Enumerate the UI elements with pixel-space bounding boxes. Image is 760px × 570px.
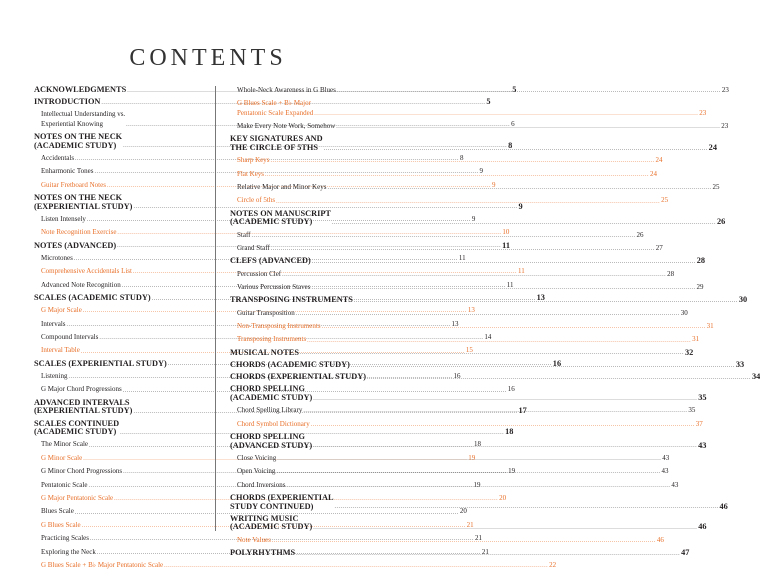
toc-entry-title	[34, 242, 116, 251]
dot-leader	[336, 123, 720, 131]
toc-entry-title-line: Advanced Note Recognition	[41, 280, 121, 289]
toc-page-number: 5	[486, 97, 491, 107]
toc-entry-title-line: Chord Spelling Library	[237, 406, 303, 415]
dot-leader	[313, 395, 697, 403]
toc-entry	[34, 561, 557, 570]
toc-page-number: 13	[536, 293, 545, 302]
dot-leader	[276, 198, 660, 206]
toc-page-number: 18	[505, 427, 514, 437]
toc-page-number: 43	[661, 467, 669, 476]
toc-entry-title-line: Relative Major and Minor Keys	[237, 183, 327, 191]
toc-page-number: 23	[699, 108, 707, 117]
toc-entry-title-line: Sharp Keys	[237, 156, 270, 165]
toc-entry-title-line: Percussion Clef	[237, 269, 282, 278]
dot-leader	[327, 184, 711, 192]
toc-entry-title-line: MUSICAL NOTES	[230, 347, 299, 357]
toc-page-number: 37	[695, 419, 703, 428]
toc-entry-title	[230, 373, 366, 382]
dot-leader	[296, 310, 680, 318]
toc-entry	[230, 99, 707, 117]
toc-entry-title-line: Chord Inversions	[237, 480, 286, 489]
toc-page-number: 9	[491, 180, 496, 189]
toc-entry-title-line: Enharmonic Tones	[41, 167, 94, 176]
toc-page-number: 35	[698, 392, 707, 402]
toc-entry-title	[230, 135, 323, 152]
toc-entry-title-line: CLEFS (ADVANCED)	[230, 256, 311, 266]
toc-entry-title	[34, 306, 82, 315]
toc-entry-title	[230, 210, 331, 227]
toc-entry-title-line: Non-Transposing Instruments	[237, 322, 321, 330]
toc-entry-title	[34, 440, 88, 449]
toc-page-number: 47	[681, 548, 690, 557]
toc-entry-title	[230, 361, 350, 370]
toc-entry-title-line: INTRODUCTION	[34, 97, 101, 107]
toc-entry-title	[34, 215, 86, 224]
toc-entry-title-line: The Minor Scale	[41, 440, 89, 449]
toc-entry-title-line: (EXPERIENTIAL STUDY)	[34, 201, 133, 211]
toc-entry-title	[230, 231, 250, 240]
toc-entry-title-line: NOTES (ADVANCED)	[34, 240, 117, 250]
dot-leader	[276, 468, 660, 476]
dot-leader	[322, 323, 706, 331]
toc-entry-title	[230, 454, 276, 463]
dot-leader	[332, 219, 716, 227]
toc-page-number: 16	[552, 358, 562, 368]
toc-page-number: 8	[508, 140, 513, 150]
toc-entry-title-line: TRANSPOSING INSTRUMENTS	[230, 295, 353, 305]
toc-entry-title-line: (ACADEMIC STUDY)	[230, 392, 313, 402]
toc-entry-title-line: Listening	[41, 372, 68, 380]
toc-page-number: 20	[499, 494, 507, 502]
dot-leader	[367, 374, 751, 382]
dot-leader	[324, 145, 708, 153]
toc-page-number: 16	[507, 385, 515, 394]
toc-entry-title	[34, 385, 122, 394]
toc-entry-title-line: Make Every Note Work, Somehow	[237, 122, 336, 130]
toc-entry-title	[230, 406, 302, 415]
toc-page-number: 26	[716, 217, 726, 227]
toc-entry-title	[230, 270, 281, 279]
toc-page-number: 33	[735, 360, 745, 369]
toc-entry-title	[34, 521, 81, 530]
toc-entry-title	[230, 309, 295, 318]
toc-entry-title-line: SCALES (EXPERIENTIAL STUDY)	[34, 358, 167, 368]
toc-entry-title-line: Pentatonic Scale	[41, 480, 88, 489]
toc-entry-title-line: Experiential Knowing	[41, 119, 104, 128]
toc-entry-title	[34, 399, 132, 416]
toc-entry-title-line: Open Voicing	[237, 467, 276, 476]
toc-page-number: 11	[458, 253, 466, 262]
toc-page-number: 13	[451, 319, 459, 328]
toc-entry-title-line: Practicing Scales	[41, 534, 90, 543]
toc-entry-title-line: Blues Scale	[41, 507, 74, 516]
toc-page-number: 25	[661, 196, 669, 205]
toc-entry-title-line: (EXPERIENTIAL STUDY)	[34, 406, 133, 416]
toc-entry-title-line: NOTES ON THE NECK	[34, 193, 123, 202]
toc-entry-title-line: SCALES CONTINUED	[34, 418, 120, 428]
toc-entry-title-line: THE CIRCLE OF 5THS	[230, 142, 318, 152]
toc-page-number: 22	[549, 561, 557, 569]
toc-entry-title-line: G Minor Chord Progressions	[41, 467, 123, 476]
toc-page-number: 26	[636, 230, 644, 239]
toc-entry-title-line: Exploring the Neck	[41, 547, 96, 556]
dot-leader	[351, 358, 735, 370]
toc-page-number: 28	[667, 269, 675, 278]
toc-entry-title	[230, 296, 353, 305]
toc-page-number: 43	[671, 480, 679, 489]
dot-leader	[164, 562, 548, 570]
toc-entry-title	[230, 494, 334, 511]
toc-page-number: 24	[650, 169, 658, 178]
toc-entry-title-line: Interval Table	[41, 346, 80, 355]
toc-page-number: 24	[655, 156, 663, 165]
toc-entry-title-line: STUDY CONTINUED)	[230, 501, 314, 511]
dot-leader	[354, 297, 738, 305]
toc-entry-title	[34, 267, 132, 276]
toc-entry-title	[34, 346, 80, 355]
toc-entry-title-line: CHORDS (EXPERIENTIAL	[230, 493, 334, 502]
toc-entry-title-line: Compound Intervals	[41, 333, 99, 341]
dot-leader	[312, 284, 696, 292]
toc-page-number: 20	[459, 507, 467, 516]
toc-entry-title	[34, 467, 122, 476]
toc-page-number: 9	[518, 201, 523, 211]
toc-entry-title-line: Close Voicing	[237, 453, 277, 462]
toc-entry-title	[34, 254, 73, 263]
toc-entry	[230, 419, 703, 429]
toc-entry-title	[34, 372, 67, 381]
toc-page-number: 9	[471, 214, 476, 223]
dot-leader	[286, 482, 670, 490]
dot-leader	[335, 503, 719, 511]
toc-entry-title	[230, 322, 321, 331]
toc-entry-title-line: G Blues Scale + B♭ Major Pentatonic Scale	[41, 561, 164, 569]
toc-entry-title-line: ACKNOWLEDGMENTS	[34, 85, 127, 94]
toc-page-number: 27	[655, 244, 663, 252]
dot-leader	[272, 537, 656, 545]
toc-entry-title-line: Flat Keys	[237, 169, 265, 178]
toc-page-number: 5	[512, 85, 517, 94]
toc-entry-title	[34, 507, 74, 516]
dot-leader	[314, 110, 698, 118]
toc-entry-title	[230, 257, 311, 266]
toc-page-number: 19	[473, 480, 481, 489]
toc-entry-title-line: WRITING MUSIC	[230, 513, 299, 523]
toc-entry-title	[34, 494, 113, 503]
toc-entry-title	[34, 281, 121, 290]
toc-section-heading	[230, 134, 717, 152]
toc-entry-title	[34, 481, 87, 490]
toc-entry-title	[230, 86, 336, 95]
toc-page-number: 31	[692, 335, 700, 344]
toc-entry	[230, 122, 729, 131]
toc-entry-title	[230, 549, 295, 558]
toc-entry-title	[230, 515, 312, 532]
toc-page-number: 46	[698, 522, 707, 532]
toc-entry-title-line: G Major Scale	[41, 306, 82, 315]
toc-entry-title-line: Guitar Fretboard Notes	[41, 180, 106, 189]
toc-entry-title-line: SCALES (ACADEMIC STUDY)	[34, 293, 151, 302]
toc-page-number: 11	[506, 280, 514, 289]
toc-entry	[230, 169, 658, 179]
toc-entry-title-line: KEY SIGNATURES AND	[230, 134, 323, 144]
toc-entry-title-line: ADVANCED INTERVALS	[34, 397, 130, 407]
toc-entry-title	[34, 98, 100, 107]
toc-page-number: 9	[479, 167, 483, 176]
toc-page-number: 28	[696, 256, 706, 266]
toc-entry-title	[34, 420, 119, 437]
dot-leader	[277, 455, 661, 463]
toc-page-number: 19	[468, 453, 476, 462]
toc-section-heading	[230, 208, 726, 227]
toc-entry-title-line: G Blues Scale + B♭ Major	[237, 99, 311, 108]
toc-entry	[230, 183, 720, 192]
toc-page-number: 16	[453, 372, 461, 380]
toc-page-number: 32	[684, 347, 694, 357]
toc-entry-title-line: CHORDS (EXPERIENTIAL STUDY)	[230, 372, 366, 382]
toc-entry-title	[34, 333, 98, 342]
dot-leader	[307, 337, 691, 345]
toc-entry-title-line: (ACADEMIC STUDY)	[230, 522, 313, 532]
toc-entry-title-line: Grand Staff	[237, 244, 270, 252]
toc-page-number: 43	[698, 440, 707, 450]
toc-entry-title	[230, 196, 275, 205]
toc-page-number: 10	[502, 228, 510, 237]
toc-entry-title	[34, 320, 66, 329]
toc-entry-title-line: Intervals	[41, 319, 66, 328]
dot-leader	[265, 171, 649, 179]
dot-leader	[337, 87, 721, 95]
toc-entry-title-line: G Minor Scale	[41, 453, 83, 462]
toc-entry-title-line: Accidentals	[41, 153, 75, 162]
toc-entry-title-line: NOTES ON THE NECK	[34, 132, 123, 141]
toc-entry-title	[230, 420, 310, 429]
toc-page-number: 13	[467, 306, 475, 315]
toc-entry-title	[230, 283, 311, 292]
toc-page-number: 23	[721, 86, 729, 94]
toc-entry-title-line: CHORD SPELLING	[230, 432, 305, 441]
toc-page-number: 23	[721, 122, 729, 130]
toc-entry	[230, 156, 663, 165]
toc-entry	[230, 196, 669, 205]
dot-leader	[282, 271, 666, 279]
toc-entry-title	[230, 156, 269, 165]
toc-entry-title	[230, 335, 306, 344]
toc-entry-title	[34, 133, 122, 150]
toc-entry-title-line: (ACADEMIC STUDY)	[230, 217, 313, 227]
toc-entry-title	[230, 244, 270, 253]
dot-leader	[300, 349, 684, 357]
dot-leader	[270, 157, 654, 165]
toc-entry-title-line: CHORDS (ACADEMIC STUDY)	[230, 360, 350, 369]
toc-entry-title-line: CHORD SPELLING	[230, 384, 305, 394]
toc-entry-title	[34, 294, 151, 303]
toc-entry-title-line: Pentatonic Scale Expanded	[237, 108, 314, 117]
toc-entry-title-line: Staff	[237, 230, 251, 239]
dot-leader	[313, 524, 697, 532]
toc-entry-title	[230, 481, 285, 490]
toc-page-number: 8	[460, 153, 464, 162]
toc-entry-title	[230, 433, 312, 450]
toc-entry-title	[34, 110, 125, 128]
toc-entry-title	[34, 360, 167, 369]
toc-page-number: 21	[481, 547, 489, 556]
toc-page-number: 35	[688, 406, 696, 415]
toc-page-number: 18	[474, 440, 482, 449]
toc-page-number: 21	[466, 520, 474, 529]
toc-page-number: 30	[738, 295, 748, 305]
toc-entry-title-line: Note Recognition Exercise	[41, 228, 117, 237]
toc-entry-title-line: Transposing Instruments	[237, 335, 307, 344]
dot-leader	[303, 407, 687, 415]
toc-entry-title-line: Guitar Transposition	[237, 308, 295, 317]
toc-entry-title-line: NOTES ON MANUSCRIPT	[230, 208, 331, 218]
toc-entry-title	[230, 99, 313, 117]
toc-entry-title-line: (ADVANCED STUDY)	[230, 440, 313, 450]
toc-page-number: 17	[518, 406, 527, 416]
toc-entry-title-line: Microtones	[41, 253, 73, 262]
toc-entry-title	[230, 385, 312, 402]
toc-entry-title	[34, 228, 116, 237]
toc-page-number: 25	[712, 183, 720, 191]
toc-page-number: 46	[656, 535, 664, 544]
toc-entry-title-line: Chord Symbol Dictionary	[237, 419, 310, 428]
toc-page-number: 34	[752, 372, 760, 382]
toc-entry-title-line: G Major Chord Progressions	[41, 385, 122, 394]
toc-entry-title-line: (ACADEMIC STUDY)	[34, 140, 117, 150]
toc-entry-title	[230, 467, 275, 476]
toc-entry-title	[34, 548, 96, 557]
toc-page-number: 21	[475, 534, 483, 543]
dot-leader	[251, 232, 635, 240]
toc-entry-title-line: Listen Intensely	[41, 214, 86, 223]
dot-leader	[313, 442, 697, 450]
toc-entry-title	[34, 167, 93, 176]
toc-page-number: 24	[708, 142, 717, 152]
toc-entry-title-line: POLYRHYTHMS	[230, 548, 296, 557]
toc-entry-title	[230, 183, 326, 192]
toc-page-number: 11	[517, 267, 525, 276]
page-title: CONTENTS	[129, 45, 287, 71]
column-divider	[215, 86, 216, 531]
dot-leader	[296, 547, 680, 558]
toc-entry-title-line: Circle of 5ths	[237, 196, 276, 205]
toc-entry-title-line: Whole-Neck Awareness in G Blues	[237, 86, 336, 94]
toc-entry-title-line: Various Percussion Staves	[237, 283, 311, 291]
toc-entry-title	[34, 86, 126, 95]
toc-entry-title	[34, 194, 132, 211]
toc-page-number: 11	[502, 240, 510, 250]
toc-page-number: 29	[696, 283, 704, 291]
toc-entry-title	[34, 154, 74, 163]
toc-entry-title-line: Note Values	[237, 535, 271, 544]
toc-entry	[230, 86, 729, 95]
dot-leader	[311, 421, 695, 429]
toc-entry-title-line: (ACADEMIC STUDY)	[34, 427, 117, 437]
toc-page-number: 46	[719, 501, 728, 511]
toc-entry-title-line: G Major Pentatonic Scale	[41, 494, 114, 502]
toc-entry-title	[34, 454, 82, 463]
toc-entry-title	[34, 534, 89, 543]
toc-entry-title	[34, 561, 163, 570]
toc-page-number: 6	[511, 119, 515, 128]
toc-entry-title-line: G Blues Scale	[41, 520, 81, 529]
toc-entry-title-line: Intellectual Understanding vs.	[41, 110, 126, 119]
toc-page-number: 30	[680, 308, 688, 317]
toc-page-number: 15	[465, 346, 473, 355]
toc-entry-title-line: Comprehensive Accidentals List	[41, 267, 132, 276]
toc-entry-title	[230, 349, 299, 358]
toc-entry-title	[34, 181, 106, 190]
toc-entry-title	[230, 536, 271, 545]
dot-leader	[312, 258, 696, 266]
toc-page-number: 19	[508, 467, 516, 476]
dot-leader	[271, 245, 655, 253]
toc-entry-title	[230, 170, 264, 179]
toc-entry	[34, 507, 467, 516]
toc-entry-title	[230, 122, 335, 131]
toc-page-number: 43	[662, 453, 670, 462]
toc-page-number: 31	[706, 322, 714, 330]
toc-page-number: 14	[484, 333, 492, 341]
